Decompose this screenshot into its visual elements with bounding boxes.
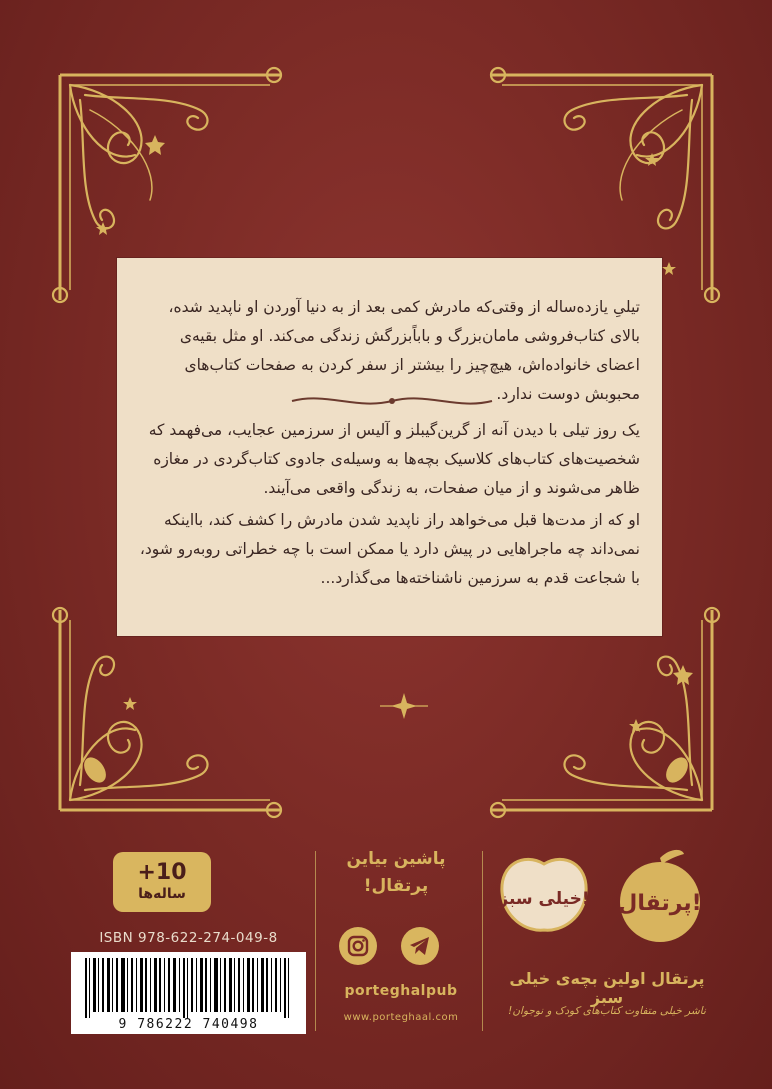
synopsis-paragraph-2: یک روز تیلی با دیدن آنه از گرین‌گیبلز و آلیس از سرزمین عجایب، می‌فهمد که شخصیت‌های کتاب‌های کلاسیک بچه‌ها به وسیله‌ی جادوی کتاب‌گردی در مغازه ظاهر می‌شوند و از میان صفحات، به زندگی واقعی می‌آیند. [148, 421, 640, 497]
porteghal-logo [604, 846, 716, 944]
isbn-number: ISBN 978-622-274-049-8 [99, 930, 278, 946]
logo-main-text: پرتقال! [618, 891, 702, 916]
social-handle: porteghalpub [344, 983, 458, 999]
barcode-bars [81, 958, 296, 1018]
publisher-slogan: پرتقال اولین بچه‌ی خیلی سبز [509, 969, 705, 1007]
synopsis-paragraph-1: تیلیِ یازده‌ساله از وقتی‌که مادرش کمی بعد از به دنیا آوردن او ناپدید شده، بالای کتاب‌فروشی مامان‌بزرگ و باباًبزرگش زندگی می‌کند. او مثل بقیه‌ی اعضای خانواده‌اش، هیچ‌چیز را بیشتر از سفر کردن به صفحات کتاب‌های محبوبش دوست ندارد. [168, 298, 640, 403]
telegram-icon[interactable] [401, 927, 439, 965]
khili-sabz-logo [494, 852, 594, 936]
synopsis-panel [117, 258, 662, 636]
social-callout [326, 846, 466, 900]
age-label: ساله‌ها [138, 886, 186, 902]
instagram-icon[interactable] [339, 927, 377, 965]
website-url[interactable]: www.porteghaal.com [343, 1012, 459, 1023]
barcode-digits: 9 786222 740498 [118, 1017, 259, 1032]
synopsis-paragraph-3: او که از مدت‌ها قبل می‌خواهد راز ناپدید شدن مادرش را کشف کند، بااینکه نمی‌داند چه ماجراهایی در پیش دارد یا ممکن است با چه خطراتی روبه‌رو شود، با شجاعت قدم به سرزمین ناشناخته‌ها می‌گذارد... [139, 511, 640, 587]
decorative-divider [287, 390, 497, 412]
social-title-line-2: پرتقال! [363, 876, 429, 896]
barcode [71, 952, 306, 1034]
divider-line-right [482, 851, 483, 1031]
publisher-tagline: ناشر خیلی متفاوت کتاب‌های کودک و نوجوان! [508, 1005, 706, 1017]
social-title-line-1: پاشین بیاین [346, 849, 446, 869]
age-badge [113, 852, 211, 912]
age-number: +10 [137, 860, 187, 885]
divider-line-left [315, 851, 316, 1031]
logo-sub-text: خیلی سبز! [498, 889, 590, 909]
